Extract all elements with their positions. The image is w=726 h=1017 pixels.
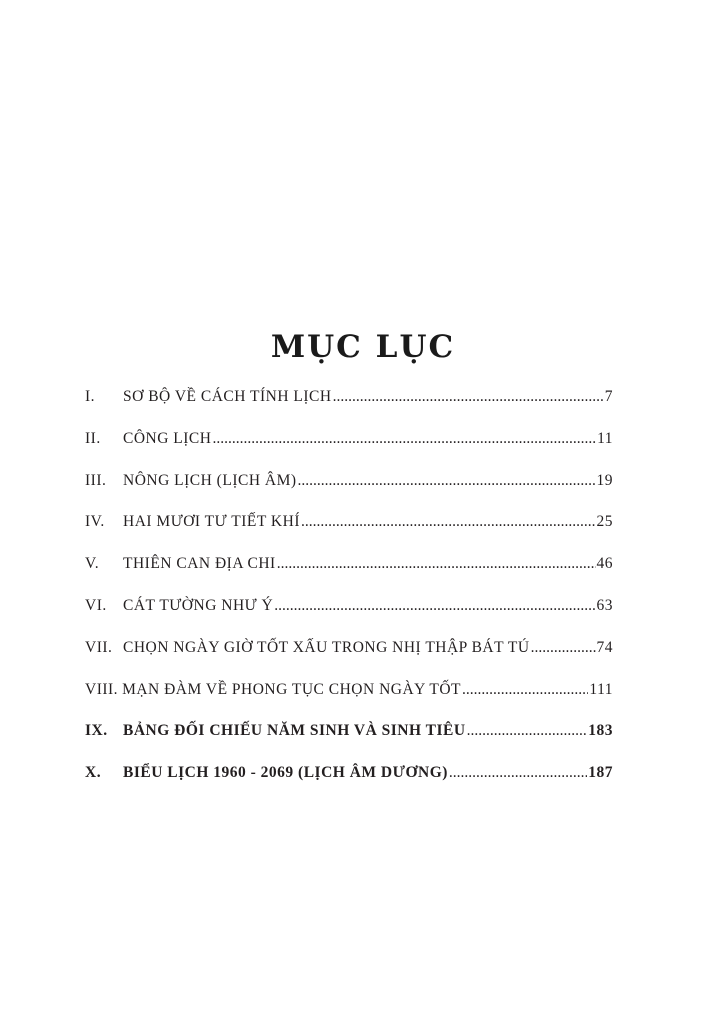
toc-entry-number: IV. xyxy=(85,513,105,531)
toc-entry-number: IX. xyxy=(85,722,108,740)
toc-entry[interactable] xyxy=(85,430,613,472)
toc-entry[interactable] xyxy=(85,681,613,723)
toc-entry[interactable] xyxy=(85,472,613,514)
toc-entry-number: I. xyxy=(85,388,96,405)
toc-entry[interactable] xyxy=(85,597,613,639)
page-title: MỤC LỤC xyxy=(270,328,456,365)
toc-entry-number: X. xyxy=(85,764,102,782)
toc-entry-title: CÔNG LỊCH xyxy=(123,429,212,447)
toc-entry-number: III. xyxy=(85,471,107,489)
toc-entry[interactable] xyxy=(85,722,613,764)
toc-entry-page: 7 xyxy=(604,388,613,405)
toc-dot-leader xyxy=(449,764,587,782)
toc-entry-number: VI. xyxy=(85,596,107,614)
toc-dot-leader xyxy=(531,639,596,657)
toc-entry[interactable] xyxy=(85,555,613,597)
toc-entry-page: 19 xyxy=(596,471,613,489)
toc-entry-page: 187 xyxy=(588,764,613,782)
toc-entry[interactable] xyxy=(85,764,613,806)
toc-entry-title: BIỂU LỊCH 1960 - 2069 (LỊCH ÂM DƯƠNG) xyxy=(123,764,448,782)
toc-dot-leader xyxy=(274,597,595,615)
table-of-contents xyxy=(85,388,613,806)
toc-entry-page: 183 xyxy=(588,722,613,740)
toc-entry-number: V. xyxy=(85,555,100,573)
toc-entry-page: 11 xyxy=(597,429,613,447)
toc-dot-leader xyxy=(277,555,596,573)
toc-entry-page: 63 xyxy=(596,596,613,614)
toc-entry-number: II. xyxy=(85,429,101,447)
toc-entry-title: NÔNG LỊCH (LỊCH ÂM) xyxy=(123,471,297,489)
toc-entry-title: SƠ BỘ VỀ CÁCH TÍNH LỊCH xyxy=(123,388,332,405)
toc-entry-title: THIÊN CAN ĐỊA CHI xyxy=(123,555,276,573)
toc-entry[interactable] xyxy=(85,639,613,681)
toc-entry-number: VIII. xyxy=(85,680,119,698)
toc-dot-leader xyxy=(462,681,588,699)
toc-dot-leader xyxy=(333,388,604,406)
toc-dot-leader xyxy=(301,513,596,531)
toc-entry-title: HAI MƯƠI TƯ TIẾT KHÍ xyxy=(123,513,300,531)
toc-entry-page: 111 xyxy=(589,680,613,698)
toc-entry-page: 74 xyxy=(596,638,613,656)
toc-entry-page: 46 xyxy=(596,555,613,573)
toc-entry-title: CHỌN NGÀY GIỜ TỐT XẤU TRONG NHỊ THẬP BÁT TÚ xyxy=(123,638,530,656)
toc-entry-title: MẠN ĐÀM VỀ PHONG TỤC CHỌN NGÀY TỐT xyxy=(122,680,461,698)
toc-entry[interactable] xyxy=(85,388,613,430)
toc-entry-page: 25 xyxy=(596,513,613,531)
toc-entry-number: VII. xyxy=(85,638,113,656)
toc-entry-title: CÁT TƯỜNG NHƯ Ý xyxy=(123,596,274,614)
toc-dot-leader xyxy=(298,472,596,490)
toc-dot-leader xyxy=(467,722,588,740)
toc-dot-leader xyxy=(212,430,596,448)
toc-entry[interactable] xyxy=(85,513,613,555)
toc-entry-title: BẢNG ĐỐI CHIẾU NĂM SINH VÀ SINH TIÊU xyxy=(123,722,466,740)
